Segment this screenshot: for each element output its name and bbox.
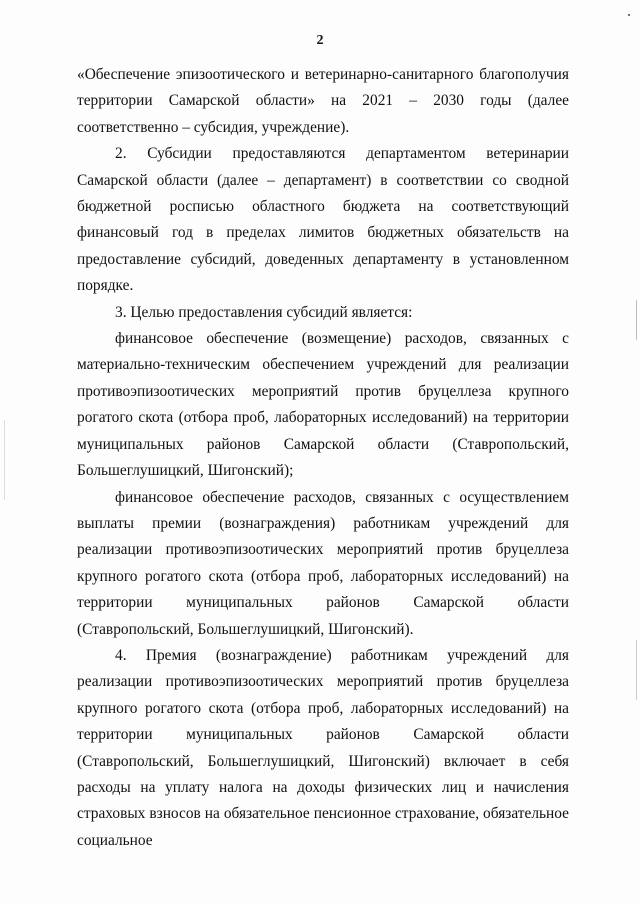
scan-edge-line <box>636 640 637 700</box>
page-number: 2 <box>316 33 324 48</box>
document-body <box>77 62 569 854</box>
paragraph-3-item-2: финансовое обеспечение расходов, связанных с осуществлением выплаты премии (вознаграждения) работникам учреждений для реализации противоэпизоотических мероприятий против бруцеллеза крупного рогатого скота (отбора проб, лабораторных исследований) на территории муниципальных районов Самарской области (Ставропольский, Большеглушицкий, Шигонский). <box>77 488 569 638</box>
scan-edge-line <box>636 300 637 340</box>
scan-edge-line <box>4 420 5 500</box>
paragraph-3-item-1: финансовое обеспечение (возмещение) расходов, связанных с материально-техническим обеспечением учреждений для реализации противоэпизоотических мероприятий против бруцеллеза крупного рогатого скота (отбора проб, лабораторных исследований) на территории муниципальных районов Самарской области (Ставропольский, Большеглушицкий, Шигонский); <box>77 330 569 480</box>
paragraph-4-premium: 4. Премия (вознаграждение) работникам учреждений для реализации противоэпизоотических мероприятий против бруцеллеза крупного рогатого скота (отбора проб, лабораторных исследований) на территории муниципальных районов Самарской области (Ставропольский, Большеглушицкий, Шигонский) включает в себя расходы на уплату налога на доходы физических лиц и начисления страховых взносов на обязательное пенсионное страхование, обязательное социальное <box>77 646 569 849</box>
paragraph-2-subsidies: 2. Субсидии предоставляются департаментом ветеринарии Самарской области (далее – департамент) в соответствии со сводной бюджетной росписью областного бюджета на соответствующий финансовый год в пределах лимитов бюджетных обязательств на предоставление субсидий, доведенных департаменту в установленном порядке. <box>77 145 569 295</box>
scan-speck <box>628 14 630 16</box>
paragraph-intro-continuation: «Обеспечение эпизоотического и ветеринарно-санитарного благополучия территории Самарской области» на 2021 – 2030 годы (далее соответственно – субсидия, учреждение). <box>77 66 569 136</box>
paragraph-3-purpose: 3. Целью предоставления субсидий является: <box>115 303 413 321</box>
